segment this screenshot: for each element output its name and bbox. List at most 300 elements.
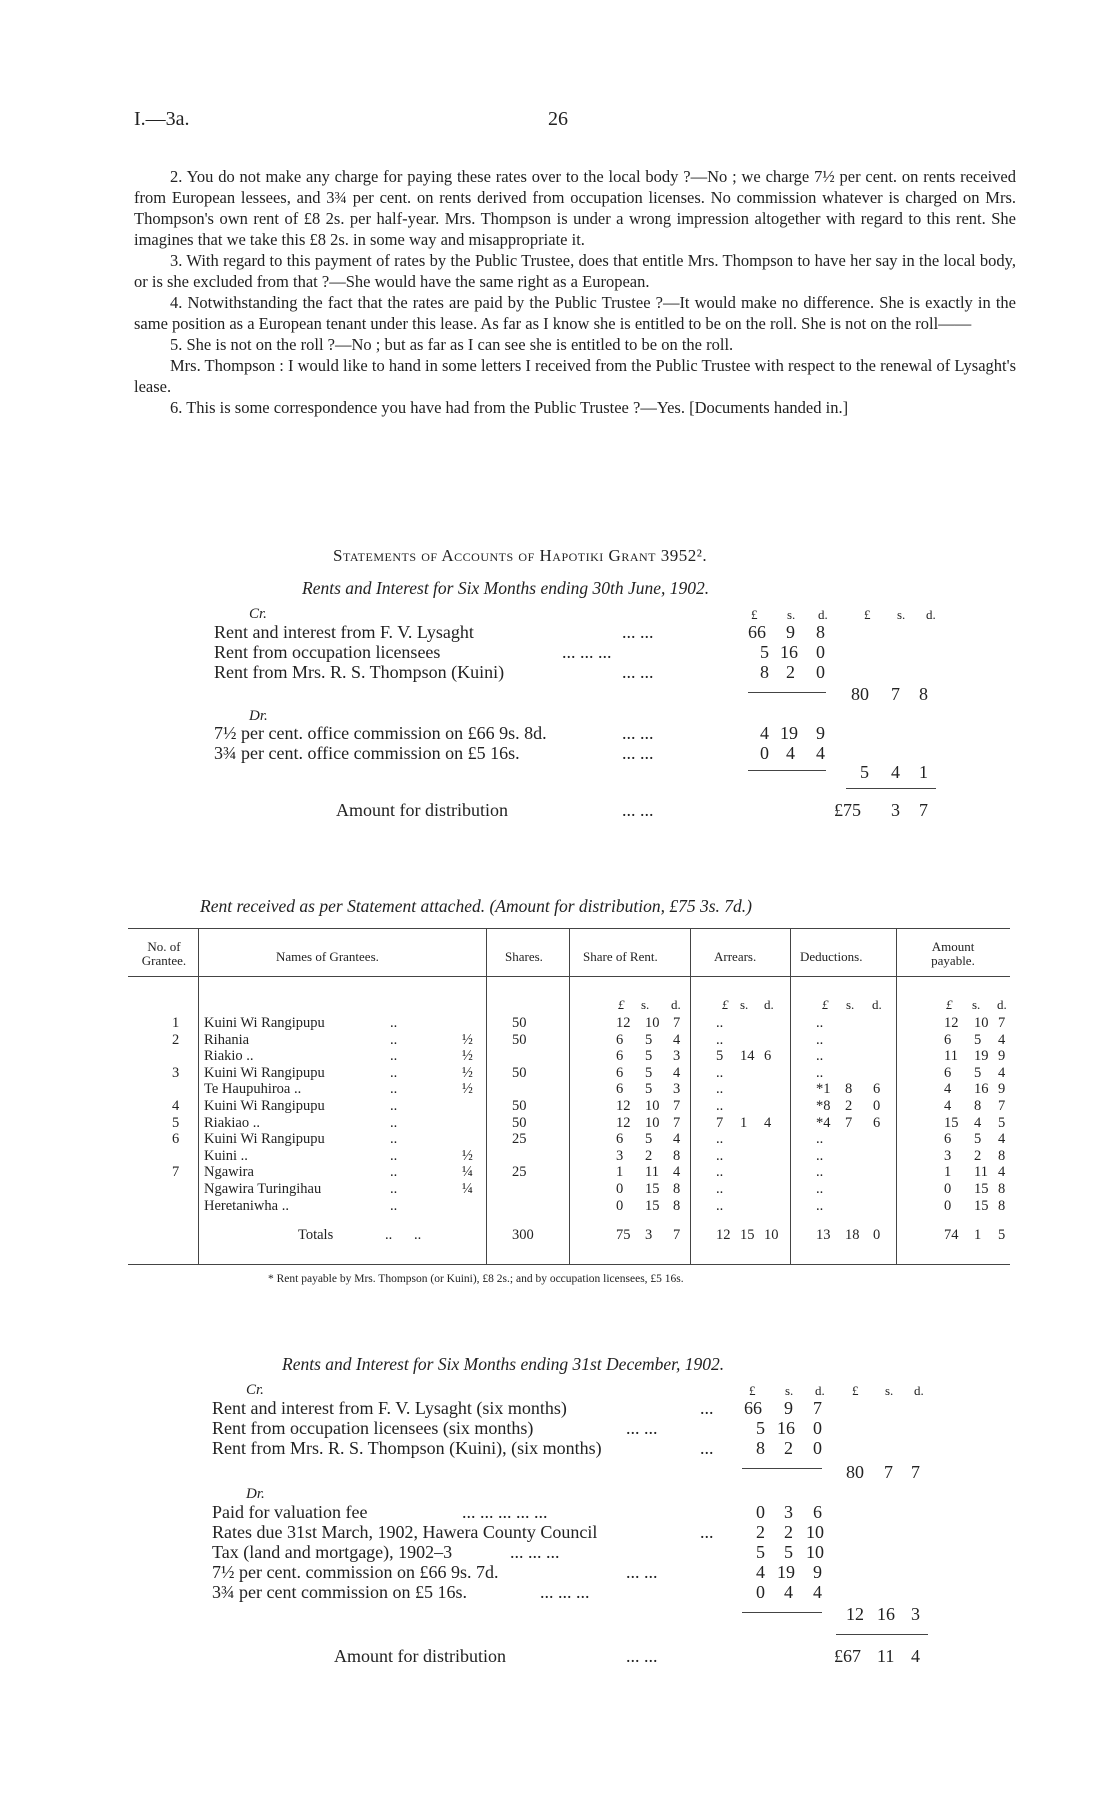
grantee-number: 7 bbox=[172, 1164, 180, 1180]
lsd-head: £ bbox=[618, 997, 625, 1012]
col-head-pence: d. bbox=[815, 1383, 825, 1398]
lsd-head: £ bbox=[946, 997, 953, 1012]
deductions: 6 bbox=[873, 1081, 881, 1097]
amount-pence: 0 bbox=[816, 642, 825, 662]
paragraph-3: 3. With regard to this payment of rates by the Public Trustee, does that entitle Mrs. Thompson to have her say in the local body, or is she excluded from that ?—She would have the same right as a European. bbox=[134, 251, 1016, 291]
lsd-head: d. bbox=[764, 997, 774, 1012]
amount-payable: 7 bbox=[998, 1098, 1006, 1114]
grantee-name: Te Haupuhiroa .. bbox=[204, 1081, 302, 1097]
shares: 50 bbox=[512, 1115, 527, 1131]
amount-payable: 4 bbox=[944, 1098, 952, 1114]
share-of-rent: 5 bbox=[645, 1131, 653, 1147]
deductions: 0 bbox=[873, 1098, 881, 1114]
lsd-head: d. bbox=[872, 997, 882, 1012]
amount-shillings: 5 bbox=[784, 1542, 793, 1562]
totals-deductions: 0 bbox=[873, 1227, 881, 1243]
share-of-rent: 6 bbox=[616, 1032, 624, 1048]
amount-payable: 4 bbox=[998, 1065, 1006, 1081]
col-divider bbox=[790, 928, 791, 1264]
amount-payable: 15 bbox=[944, 1115, 959, 1131]
debit-total-pounds: 12 bbox=[846, 1604, 864, 1624]
credit-total-shillings: 7 bbox=[891, 684, 900, 704]
share-of-rent: 4 bbox=[673, 1065, 681, 1081]
arrears: 1 bbox=[740, 1115, 748, 1131]
col-head-shilling-total: s. bbox=[885, 1383, 894, 1398]
share-of-rent: 5 bbox=[645, 1081, 653, 1097]
grantee-name: Kuini .. bbox=[204, 1148, 248, 1164]
arrears: .. bbox=[716, 1015, 724, 1031]
debit-line-1: 7½ per cent. office commission on £66 9s. 8d. bbox=[214, 723, 547, 743]
amount-pounds: 4 bbox=[760, 723, 769, 743]
dots: ... bbox=[700, 1438, 714, 1458]
header-deductions: Deductions. bbox=[800, 949, 863, 964]
amount-payable: 11 bbox=[944, 1048, 958, 1064]
grantee-name: Riakio .. bbox=[204, 1048, 254, 1064]
amount-payable: 8 bbox=[998, 1181, 1006, 1197]
amount-pence: 6 bbox=[813, 1502, 822, 1522]
credit-total-pounds: 80 bbox=[846, 1462, 864, 1482]
col-divider bbox=[690, 928, 691, 1264]
grantee-number: 4 bbox=[172, 1098, 180, 1114]
lsd-head: £ bbox=[822, 997, 829, 1012]
amount-payable: 8 bbox=[974, 1098, 982, 1114]
share-of-rent: 6 bbox=[616, 1048, 624, 1064]
subtotal-rule bbox=[742, 1468, 822, 1469]
amount-payable: 4 bbox=[998, 1032, 1006, 1048]
share-of-rent: 4 bbox=[673, 1032, 681, 1048]
paragraph-6: 6. This is some correspondence you have had from the Public Trustee ?—Yes. [Documents handed in.] bbox=[170, 398, 849, 417]
shares: 50 bbox=[512, 1098, 527, 1114]
arrears: 14 bbox=[740, 1048, 755, 1064]
share-of-rent: 8 bbox=[673, 1148, 681, 1164]
row-dots: .. bbox=[390, 1164, 398, 1180]
share-of-rent: 2 bbox=[645, 1148, 653, 1164]
deductions: .. bbox=[816, 1065, 824, 1081]
share-of-rent: 15 bbox=[645, 1181, 660, 1197]
cr-label: Cr. bbox=[246, 1382, 264, 1398]
shares: 25 bbox=[512, 1131, 527, 1147]
dots: ... ... ... bbox=[562, 642, 612, 662]
table-footnote: * Rent payable by Mrs. Thompson (or Kuini), £8 2s.; and by occupation licensees, £5 16s. bbox=[268, 1273, 684, 1285]
col-head-pound: £ bbox=[751, 607, 758, 622]
totals-label: Totals bbox=[298, 1227, 334, 1243]
totals-arrears: 15 bbox=[740, 1227, 755, 1243]
amount-payable: 12 bbox=[944, 1015, 959, 1031]
amount-pounds: 0 bbox=[756, 1502, 765, 1522]
col-head-shilling-total: s. bbox=[897, 607, 906, 622]
share-of-rent: 8 bbox=[673, 1181, 681, 1197]
totals-rent: 75 bbox=[616, 1227, 631, 1243]
amount-shillings: 19 bbox=[777, 1562, 795, 1582]
amount-pence: 0 bbox=[813, 1438, 822, 1458]
debit-line-3: Tax (land and mortgage), 1902–3 bbox=[212, 1542, 453, 1562]
lsd-head: d. bbox=[671, 997, 681, 1012]
deductions: .. bbox=[816, 1015, 824, 1031]
amount-payable: 6 bbox=[944, 1065, 952, 1081]
grantee-name: Rihania bbox=[204, 1032, 250, 1048]
share-of-rent: 7 bbox=[673, 1098, 681, 1114]
cr-label: Cr. bbox=[249, 606, 267, 622]
deductions: 7 bbox=[845, 1115, 853, 1131]
debit-line-2: 3¾ per cent. office commission on £5 16s. bbox=[214, 743, 520, 763]
row-dots: .. bbox=[390, 1148, 398, 1164]
total-rule bbox=[846, 788, 936, 789]
credit-total-shillings: 7 bbox=[884, 1462, 893, 1482]
credit-line-1: Rent and interest from F. V. Lysaght (six months) bbox=[212, 1398, 567, 1418]
share-of-rent: 5 bbox=[645, 1065, 653, 1081]
distribution-pence: 4 bbox=[911, 1646, 920, 1666]
dots: ... ... bbox=[622, 800, 654, 820]
debit-total-shillings: 4 bbox=[891, 762, 900, 782]
share-of-rent: 10 bbox=[645, 1015, 660, 1031]
row-dots: .. bbox=[390, 1081, 398, 1097]
debit-total-pounds: 5 bbox=[860, 762, 869, 782]
col-head-shilling: s. bbox=[787, 607, 796, 622]
col-head-pound-total: £ bbox=[864, 607, 871, 622]
amount-payable: 15 bbox=[974, 1198, 989, 1214]
table-bottom-rule bbox=[128, 1264, 1010, 1265]
totals-deductions: 18 bbox=[845, 1227, 860, 1243]
amount-pounds: 4 bbox=[756, 1562, 765, 1582]
grantee-name: Heretaniwha .. bbox=[204, 1198, 289, 1214]
grantee-name: Kuini Wi Rangipupu bbox=[204, 1015, 325, 1031]
dots: ... ... ... bbox=[540, 1582, 590, 1602]
share-of-rent: 11 bbox=[645, 1164, 659, 1180]
row-dots: .. bbox=[390, 1131, 398, 1147]
amount-shillings: 3 bbox=[784, 1502, 793, 1522]
col-divider bbox=[486, 928, 487, 1264]
row-dots: .. bbox=[390, 1181, 398, 1197]
col-head-shilling: s. bbox=[785, 1383, 794, 1398]
amount-pence: 0 bbox=[813, 1418, 822, 1438]
share-fraction: ½ bbox=[462, 1081, 473, 1097]
dots: ... ... bbox=[626, 1562, 658, 1582]
amount-payable: 4 bbox=[944, 1081, 952, 1097]
grantee-number: 6 bbox=[172, 1131, 180, 1147]
share-of-rent: 0 bbox=[616, 1181, 624, 1197]
arrears: .. bbox=[716, 1081, 724, 1097]
debit-total-shillings: 16 bbox=[877, 1604, 895, 1624]
deductions: .. bbox=[816, 1198, 824, 1214]
amount-shillings: 19 bbox=[780, 723, 798, 743]
lsd-head: s. bbox=[846, 997, 855, 1012]
totals-arrears: 10 bbox=[764, 1227, 779, 1243]
share-of-rent: 0 bbox=[616, 1198, 624, 1214]
totals-payable: 5 bbox=[998, 1227, 1006, 1243]
amount-payable: 9 bbox=[998, 1081, 1006, 1097]
credit-total-pence: 7 bbox=[911, 1462, 920, 1482]
amount-shillings: 4 bbox=[786, 743, 795, 763]
deductions: 6 bbox=[873, 1115, 881, 1131]
deductions: .. bbox=[816, 1164, 824, 1180]
amount-shillings: 16 bbox=[780, 642, 798, 662]
amount-shillings: 16 bbox=[777, 1418, 795, 1438]
shares: 50 bbox=[512, 1065, 527, 1081]
grantee-name: Kuini Wi Rangipupu bbox=[204, 1131, 325, 1147]
credit-line-2: Rent from occupation licensees (six months) bbox=[212, 1418, 534, 1438]
header-grantee-no: No. of Grantee. bbox=[141, 939, 187, 968]
share-fraction: ½ bbox=[462, 1148, 473, 1164]
share-of-rent: 3 bbox=[616, 1148, 624, 1164]
totals-shares: 300 bbox=[512, 1227, 534, 1243]
debit-line-2: Rates due 31st March, 1902, Hawera County Council bbox=[212, 1522, 598, 1542]
subtotal-rule bbox=[748, 692, 826, 693]
amount-payable: 16 bbox=[974, 1081, 989, 1097]
distribution-shillings: 3 bbox=[891, 800, 900, 820]
row-dots: .. bbox=[390, 1098, 398, 1114]
share-of-rent: 3 bbox=[673, 1048, 681, 1064]
row-dots: .. bbox=[390, 1032, 398, 1048]
arrears: 6 bbox=[764, 1048, 772, 1064]
amount-payable: 8 bbox=[998, 1198, 1006, 1214]
amount-pence: 9 bbox=[816, 723, 825, 743]
amount-pence: 4 bbox=[816, 743, 825, 763]
shares: 25 bbox=[512, 1164, 527, 1180]
grantee-number: 3 bbox=[172, 1065, 180, 1081]
share-of-rent: 6 bbox=[616, 1081, 624, 1097]
amount-payable: 6 bbox=[944, 1131, 952, 1147]
grantee-number: 2 bbox=[172, 1032, 180, 1048]
amount-payable: 5 bbox=[998, 1115, 1006, 1131]
share-fraction: ½ bbox=[462, 1065, 473, 1081]
amount-payable: 4 bbox=[998, 1164, 1006, 1180]
totals-rent: 7 bbox=[673, 1227, 681, 1243]
lsd-head: s. bbox=[972, 997, 981, 1012]
dr-label: Dr. bbox=[246, 1486, 265, 1502]
arrears: 5 bbox=[716, 1048, 724, 1064]
amount-payable: 15 bbox=[974, 1181, 989, 1197]
amount-shillings: 9 bbox=[786, 622, 795, 642]
col-head-pence-total: d. bbox=[926, 607, 936, 622]
lsd-head: s. bbox=[740, 997, 749, 1012]
debit-total-pence: 3 bbox=[911, 1604, 920, 1624]
amount-shillings: 2 bbox=[784, 1522, 793, 1542]
arrears: .. bbox=[716, 1148, 724, 1164]
share-of-rent: 5 bbox=[645, 1048, 653, 1064]
amount-pounds: 5 bbox=[760, 642, 769, 662]
debit-line-4: 7½ per cent. commission on £66 9s. 7d. bbox=[212, 1562, 499, 1582]
paragraph-mrs-thompson: Mrs. Thompson : I would like to hand in some letters I received from the Public Trustee with respect to the renewal of Lysaght's lease. bbox=[134, 356, 1016, 396]
share-of-rent: 4 bbox=[673, 1164, 681, 1180]
lsd-head: £ bbox=[722, 997, 729, 1012]
share-of-rent: 6 bbox=[616, 1131, 624, 1147]
grantee-number: 5 bbox=[172, 1115, 180, 1131]
row-dots: .. bbox=[390, 1065, 398, 1081]
amount-pounds: 66 bbox=[744, 1398, 762, 1418]
amount-payable: 11 bbox=[974, 1164, 988, 1180]
row-dots: .. bbox=[390, 1048, 398, 1064]
share-fraction: ¼ bbox=[462, 1181, 473, 1197]
distribution-label: Amount for distribution bbox=[334, 1646, 506, 1666]
amount-pounds: 0 bbox=[760, 743, 769, 763]
totals-payable: 74 bbox=[944, 1227, 959, 1243]
share-of-rent: 7 bbox=[673, 1015, 681, 1031]
amount-pence: 10 bbox=[806, 1522, 824, 1542]
share-of-rent: 6 bbox=[616, 1065, 624, 1081]
amount-pounds: 8 bbox=[756, 1438, 765, 1458]
row-dots: .. bbox=[390, 1115, 398, 1131]
dots: ... ... bbox=[626, 1418, 658, 1438]
amount-shillings: 2 bbox=[784, 1438, 793, 1458]
amount-payable: 19 bbox=[974, 1048, 989, 1064]
arrears: .. bbox=[716, 1198, 724, 1214]
share-of-rent: 15 bbox=[645, 1198, 660, 1214]
amount-payable: 1 bbox=[944, 1164, 952, 1180]
amount-pounds: 5 bbox=[756, 1418, 765, 1438]
amount-payable: 4 bbox=[974, 1115, 982, 1131]
deductions: .. bbox=[816, 1148, 824, 1164]
amount-payable: 4 bbox=[998, 1131, 1006, 1147]
totals-dots: .. .. bbox=[385, 1227, 422, 1243]
amount-pence: 8 bbox=[816, 622, 825, 642]
arrears: 7 bbox=[716, 1115, 724, 1131]
amount-pounds: 66 bbox=[748, 622, 766, 642]
share-of-rent: 12 bbox=[616, 1115, 631, 1131]
share-of-rent: 10 bbox=[645, 1115, 660, 1131]
row-dots: .. bbox=[390, 1015, 398, 1031]
share-of-rent: 3 bbox=[673, 1081, 681, 1097]
amount-pounds: 8 bbox=[760, 662, 769, 682]
col-head-pence: d. bbox=[818, 607, 828, 622]
totals-deductions: 13 bbox=[816, 1227, 831, 1243]
dots: ... bbox=[700, 1398, 714, 1418]
paragraph-2: 2. You do not make any charge for paying these rates over to the local body ?—No ; we charge 7½ per cent. on rents received from European lessees, and 3¾ per cent. on rents derived from occupation licenses. No commission whatever is charged on Mrs. Thompson's own rent of £8 2s. per half-year. Mrs. Thompson is under a wrong impression altogether with regard to this rent. She imagines that we take this £8 2s. in some way and misappropriate it. bbox=[134, 167, 1016, 249]
share-of-rent: 7 bbox=[673, 1115, 681, 1131]
amount-pence: 10 bbox=[806, 1542, 824, 1562]
testimony-block bbox=[134, 166, 1016, 418]
lsd-head: s. bbox=[641, 997, 650, 1012]
subtotal-rule bbox=[748, 770, 826, 771]
amount-shillings: 4 bbox=[784, 1582, 793, 1602]
page-reference: I.—3a. bbox=[134, 108, 190, 130]
arrears: .. bbox=[716, 1098, 724, 1114]
total-rule bbox=[836, 1634, 928, 1635]
col-divider bbox=[198, 928, 199, 1264]
dots: ... ... bbox=[622, 723, 654, 743]
paragraph-4: 4. Notwithstanding the fact that the rates are paid by the Public Trustee ?—It would make no difference. She is exactly in the same position as a European tenant under this lease. As far as I know she is entitled to be on the roll. She is not on the roll—— bbox=[134, 293, 1016, 333]
amount-pence: 0 bbox=[816, 662, 825, 682]
credit-line-3: Rent from Mrs. R. S. Thompson (Kuini), (six months) bbox=[212, 1438, 602, 1458]
col-head-pound-total: £ bbox=[852, 1383, 859, 1398]
subtotal-rule bbox=[742, 1612, 822, 1613]
debit-line-5: 3¾ per cent commission on £5 16s. bbox=[212, 1582, 467, 1602]
amount-payable: 5 bbox=[974, 1065, 982, 1081]
header-shares: Shares. bbox=[505, 949, 543, 964]
col-divider bbox=[896, 928, 897, 1264]
share-of-rent: 8 bbox=[673, 1198, 681, 1214]
distribution-pounds: £67 bbox=[834, 1646, 861, 1666]
share-of-rent: 12 bbox=[616, 1098, 631, 1114]
grantee-name: Ngawira Turingihau bbox=[204, 1181, 322, 1197]
lsd-head: d. bbox=[997, 997, 1007, 1012]
dots: ... ... bbox=[626, 1646, 658, 1666]
arrears: .. bbox=[716, 1131, 724, 1147]
amount-payable: 0 bbox=[944, 1181, 952, 1197]
grantee-name: Riakiao .. bbox=[204, 1115, 260, 1131]
statement-title: Statements of Accounts of Hapotiki Grant 3952². bbox=[333, 546, 708, 565]
header-names: Names of Grantees. bbox=[276, 949, 379, 964]
grantee-name: Kuini Wi Rangipupu bbox=[204, 1098, 325, 1114]
totals-arrears: 12 bbox=[716, 1227, 731, 1243]
grantee-name: Kuini Wi Rangipupu bbox=[204, 1065, 325, 1081]
arrears: .. bbox=[716, 1164, 724, 1180]
amount-payable: 9 bbox=[998, 1048, 1006, 1064]
deductions: .. bbox=[816, 1181, 824, 1197]
shares: 50 bbox=[512, 1015, 527, 1031]
deductions: *4 bbox=[816, 1115, 831, 1131]
deductions: *8 bbox=[816, 1098, 831, 1114]
deductions: .. bbox=[816, 1048, 824, 1064]
share-of-rent: 10 bbox=[645, 1098, 660, 1114]
debit-total-pence: 1 bbox=[919, 762, 928, 782]
dr-label: Dr. bbox=[249, 708, 268, 724]
dots: ... ... bbox=[622, 622, 654, 642]
header-arrears: Arrears. bbox=[714, 949, 757, 964]
share-of-rent: 5 bbox=[645, 1032, 653, 1048]
credit-line-1: Rent and interest from F. V. Lysaght bbox=[214, 622, 474, 642]
deductions: .. bbox=[816, 1131, 824, 1147]
amount-payable: 8 bbox=[998, 1148, 1006, 1164]
share-fraction: ½ bbox=[462, 1048, 473, 1064]
amount-payable: 6 bbox=[944, 1032, 952, 1048]
amount-pence: 9 bbox=[813, 1562, 822, 1582]
debit-line-1: Paid for valuation fee bbox=[212, 1502, 368, 1522]
credit-line-2: Rent from occupation licensees bbox=[214, 642, 441, 662]
arrears: .. bbox=[716, 1065, 724, 1081]
dots: ... ... ... ... ... bbox=[462, 1502, 548, 1522]
arrears: 4 bbox=[764, 1115, 772, 1131]
amount-pence: 7 bbox=[813, 1398, 822, 1418]
share-fraction: ½ bbox=[462, 1032, 473, 1048]
amount-payable: 5 bbox=[974, 1032, 982, 1048]
distribution-shillings: 11 bbox=[877, 1646, 895, 1666]
amount-payable: 0 bbox=[944, 1198, 952, 1214]
amount-payable: 2 bbox=[974, 1148, 982, 1164]
col-divider bbox=[569, 928, 570, 1264]
paragraph-5: 5. She is not on the roll ?—No ; but as far as I can see she is entitled to be on the roll. bbox=[170, 335, 734, 354]
statement2-subtitle: Rents and Interest for Six Months ending 31st December, 1902. bbox=[282, 1354, 725, 1374]
page-number: 26 bbox=[548, 108, 568, 130]
amount-pounds: 0 bbox=[756, 1582, 765, 1602]
amount-pence: 4 bbox=[813, 1582, 822, 1602]
amount-shillings: 9 bbox=[784, 1398, 793, 1418]
col-head-pence-total: d. bbox=[914, 1383, 924, 1398]
deductions: 8 bbox=[845, 1081, 853, 1097]
dots: ... bbox=[700, 1522, 714, 1542]
deductions: 2 bbox=[845, 1098, 853, 1114]
dots: ... ... bbox=[622, 743, 654, 763]
dots: ... ... bbox=[622, 662, 654, 682]
deductions: *1 bbox=[816, 1081, 831, 1097]
amount-payable: 5 bbox=[974, 1131, 982, 1147]
totals-payable: 1 bbox=[974, 1227, 982, 1243]
header-share-of-rent: Share of Rent. bbox=[583, 949, 658, 964]
credit-line-3: Rent from Mrs. R. S. Thompson (Kuini) bbox=[214, 662, 505, 682]
arrears: .. bbox=[716, 1181, 724, 1197]
share-of-rent: 12 bbox=[616, 1015, 631, 1031]
header-amount-payable: Amount payable. bbox=[931, 939, 975, 968]
deductions: .. bbox=[816, 1032, 824, 1048]
grantee-number: 1 bbox=[172, 1015, 180, 1031]
amount-pounds: 5 bbox=[756, 1542, 765, 1562]
statement1-subtitle: Rents and Interest for Six Months ending 30th June, 1902. bbox=[302, 578, 710, 598]
share-fraction: ¼ bbox=[462, 1164, 473, 1180]
row-dots: .. bbox=[390, 1198, 398, 1214]
table-caption: Rent received as per Statement attached. (Amount for distribution, £75 3s. 7d.) bbox=[200, 896, 752, 916]
distribution-pounds: £75 bbox=[834, 800, 861, 820]
arrears: .. bbox=[716, 1032, 724, 1048]
grantee-name: Ngawira bbox=[204, 1164, 254, 1180]
